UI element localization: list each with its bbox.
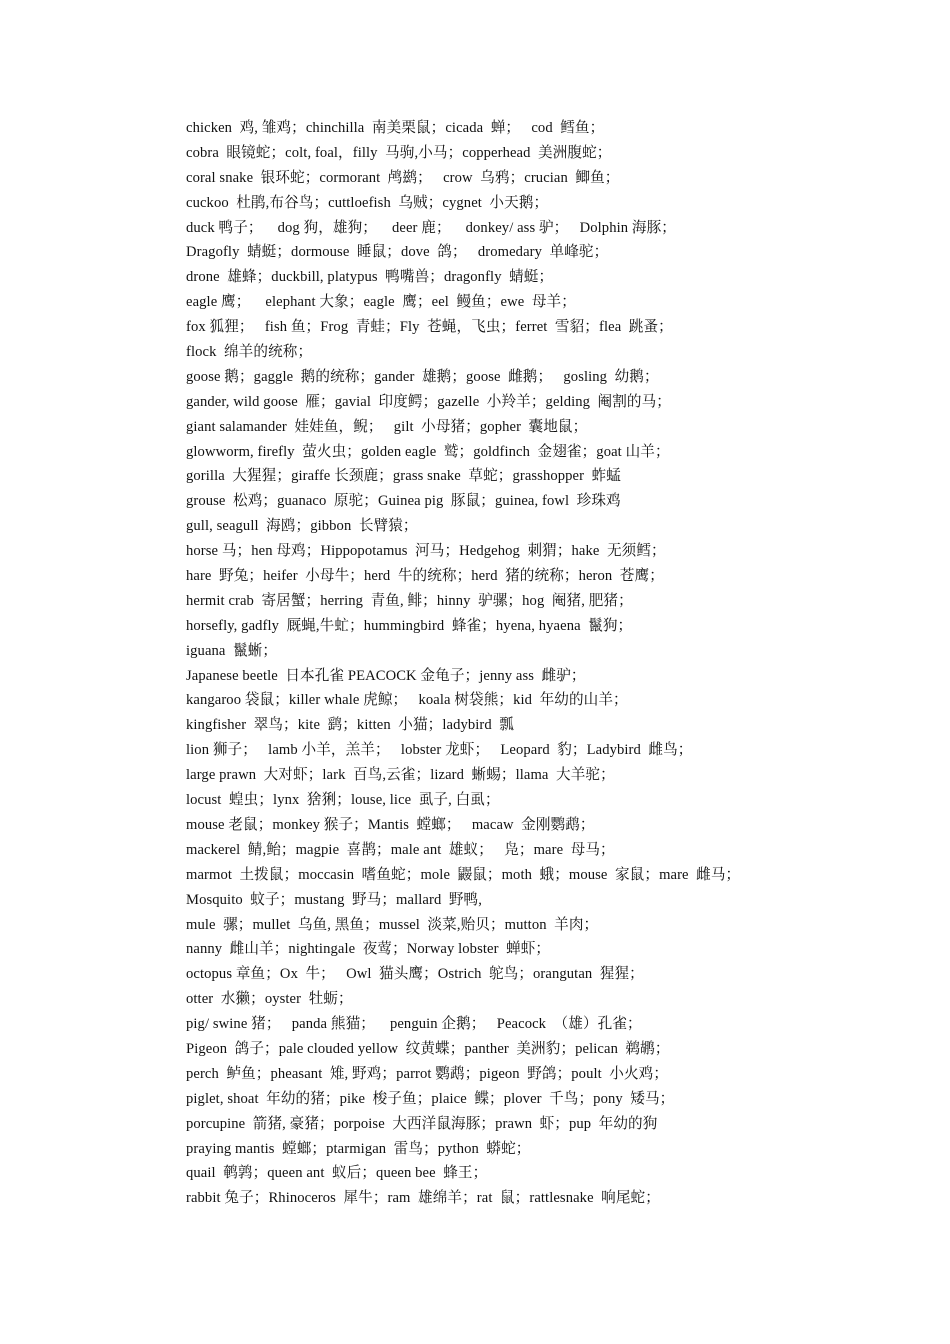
- text-line: gander, wild goose 雁；gavial 印度鳄；gazelle 小羚羊；gelding 阉割的马；: [186, 393, 672, 410]
- text-line: goose 鹅；gaggle 鹅的统称；gander 雄鹅；goose 雌鹅； gosling 幼鹅；: [186, 368, 659, 385]
- text-line: cuckoo 杜鹃,布谷鸟；cuttloefish 乌贼；cygnet 小天鹅；: [186, 194, 549, 211]
- text-line: pig/ swine 猪； panda 熊猫； penguin 企鹅； Peacock （雄）孔雀；: [186, 1016, 642, 1033]
- text-line: gull, seagull 海鸥；gibbon 长臂猿；: [186, 518, 418, 535]
- text-line: horsefly, gadfly 厩蝇,牛虻；hummingbird 蜂雀；hyena, hyaena 鬣狗；: [186, 617, 633, 634]
- text-line: hermit crab 寄居蟹；herring 青鱼, 鲱；hinny 驴骡；hog 阉猪, 肥猪；: [186, 592, 633, 609]
- text-line: octopus 章鱼；Ox 牛； Owl 猫头鹰；Ostrich 鸵鸟；orangutan 猩猩；: [186, 966, 644, 983]
- text-line: praying mantis 螳螂；ptarmigan 雷鸟；python 蟒蛇；: [186, 1140, 531, 1157]
- text-line: large prawn 大对虾；lark 百鸟,云雀；lizard 蜥蜴；llama 大羊驼；: [186, 767, 615, 784]
- text-line: marmot 土拨鼠；moccasin 嗜鱼蛇；mole 鼹鼠；moth 蛾；mouse 家鼠；mare 雌马；: [186, 866, 741, 883]
- text-line: rabbit 兔子；Rhinoceros 犀牛；ram 雄绵羊；rat 鼠；rattlesnake 响尾蛇；: [186, 1190, 660, 1207]
- text-line: mule 骡；mullet 乌鱼, 黑鱼；mussel 淡菜,贻贝；mutton 羊肉；: [186, 916, 599, 933]
- vocabulary-list: [186, 116, 926, 1211]
- text-line: flock 绵羊的统称；: [186, 344, 313, 361]
- text-line: Pigeon 鸽子；pale clouded yellow 纹黄蝶；panther 美洲豹；pelican 鹈鹕；: [186, 1040, 670, 1057]
- text-line: kingfisher 翠鸟；kite 鹞；kitten 小猫；ladybird 瓢: [186, 717, 514, 734]
- text-line: drone 雄蜂；duckbill, platypus 鸭嘴兽；dragonfly 蜻蜓；: [186, 269, 554, 286]
- text-line: duck 鸭子； dog 狗，雄狗； deer 鹿； donkey/ ass 驴； Dolphin 海豚；: [186, 219, 676, 236]
- text-line: lion 狮子； lamb 小羊，羔羊； lobster 龙虾； Leopard 豹；Ladybird 雌鸟；: [186, 742, 693, 759]
- text-line: grouse 松鸡；guanaco 原驼；Guinea pig 豚鼠；guinea, fowl 珍珠鸡: [186, 493, 621, 510]
- text-line: gorilla 大猩猩；giraffe 长颈鹿；grass snake 草蛇；grasshopper 蚱蜢: [186, 468, 621, 485]
- text-line: Mosquito 蚊子；mustang 野马；mallard 野鸭,: [186, 891, 482, 908]
- text-line: giant salamander 娃娃鱼，鲵； gilt 小母猪；gopher 囊地鼠；: [186, 418, 588, 435]
- text-line: fox 狐狸； fish 鱼；Frog 青蛙；Fly 苍蝇，飞虫；ferret 雪貂；flea 跳蚤；: [186, 319, 673, 336]
- text-line: otter 水獭；oyster 牡蛎；: [186, 991, 353, 1008]
- text-line: nanny 雌山羊；nightingale 夜莺；Norway lobster 蝉虾；: [186, 941, 551, 958]
- text-line: hare 野兔；heifer 小母牛；herd 牛的统称；herd 猪的统称；heron 苍鹰；: [186, 568, 664, 585]
- text-line: quail 鹌鹑；queen ant 蚁后；queen bee 蜂王；: [186, 1165, 488, 1182]
- text-line: locust 蝗虫；lynx 猞猁；louse, lice 虱子, 白虱；: [186, 792, 500, 809]
- text-line: Dragofly 蜻蜓；dormouse 睡鼠；dove 鸽； dromedary 单峰驼；: [186, 244, 609, 261]
- text-line: piglet, shoat 年幼的猪；pike 梭子鱼；plaice 鲽；plover 千鸟；pony 矮马；: [186, 1090, 675, 1107]
- text-line: porcupine 箭猪, 豪猪；porpoise 大西洋鼠海豚；prawn 虾；pup 年幼的狗: [186, 1115, 658, 1132]
- text-line: mackerel 鲭,鲐；magpie 喜鹊；male ant 雄蚁； 凫；mare 母马；: [186, 841, 615, 858]
- text-line: Japanese beetle 日本孔雀 PEACOCK 金龟子；jenny ass 雌驴；: [186, 667, 586, 684]
- text-line: iguana 鬣蜥；: [186, 642, 278, 659]
- text-line: mouse 老鼠；monkey 猴子；Mantis 螳螂； macaw 金刚鹦鹉；: [186, 816, 595, 833]
- text-line: glowworm, firefly 萤火虫；golden eagle 鹫；goldfinch 金翅雀；goat 山羊；: [186, 443, 670, 460]
- text-line: chicken 鸡, 雏鸡；chinchilla 南美栗鼠；cicada 蝉； cod 鳕鱼；: [186, 120, 605, 136]
- text-line: perch 鲈鱼；pheasant 雉, 野鸡；parrot 鹦鹉；pigeon 野鸽；poult 小火鸡；: [186, 1065, 669, 1082]
- text-line: kangaroo 袋鼠；killer whale 虎鲸； koala 树袋熊；kid 年幼的山羊；: [186, 692, 628, 709]
- text-line: coral snake 银环蛇；cormorant 鸬鹚； crow 乌鸦；crucian 鲫鱼；: [186, 169, 620, 186]
- text-line: horse 马；hen 母鸡；Hippopotamus 河马；Hedgehog 刺猬；hake 无须鳕；: [186, 543, 666, 560]
- text-line: cobra 眼镜蛇；colt, foal，filly 马驹,小马；copperhead 美洲腹蛇；: [186, 144, 612, 161]
- text-line: eagle 鹰； elephant 大象；eagle 鹰；eel 鳗鱼；ewe 母羊；: [186, 294, 576, 311]
